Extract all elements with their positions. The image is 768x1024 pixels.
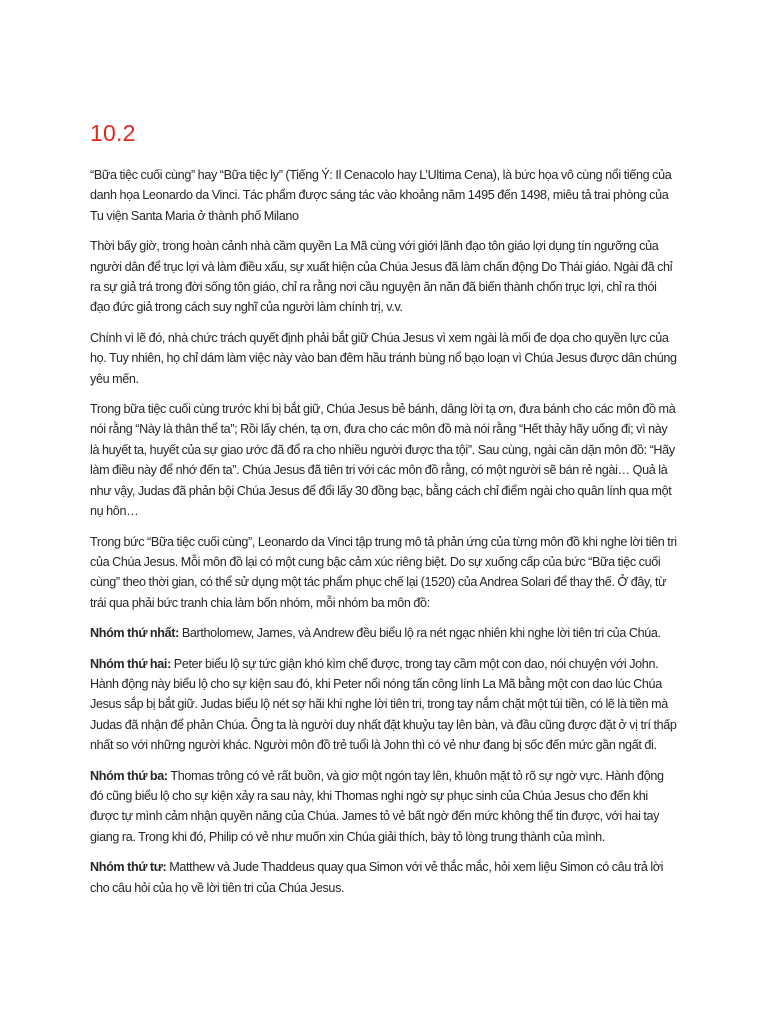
paragraph-painting-description: Trong bức “Bữa tiệc cuối cùng”, Leonardo da Vinci tập trung mô tả phản ứng của từng môn đồ khi nghe lời tiên tri của Chúa Jesus. Mỗi môn đồ lại có một cung bậc cảm xúc riêng biệt. Do sự xuống cấp của bức “Bữa tiệc cuối cùng” theo thời gian, có thể sử dụng một tác phẩm phục chế lại (1520) của Andrea Solari để thay thế. Ở đây, từ trái qua phải bức tranh chia làm bốn nhóm, mỗi nhóm ba môn đồ:: [90, 534, 677, 610]
group-4-text: Matthew và Jude Thaddeus quay qua Simon với vẻ thắc mắc, hỏi xem liệu Simon có câu trả lời cho câu hỏi của họ về lời tiên tri của Chúa Jesus.: [90, 860, 664, 895]
section-heading: 10.2: [90, 120, 136, 146]
document-page: [90, 120, 678, 908]
paragraph-arrest-decision: Chính vì lẽ đó, nhà chức trách quyết định phải bắt giữ Chúa Jesus vì xem ngài là mối đe dọa cho quyền lực của họ. Tuy nhiên, họ chỉ dám làm việc này vào ban đêm hầu tránh bùng nổ bạo loạn vì Chúa Jesus được dân chúng yêu mến.: [90, 330, 677, 386]
group-1-label: Nhóm thứ nhất:: [90, 626, 179, 641]
paragraph-last-supper: Trong bữa tiệc cuối cùng trước khi bị bắt giữ, Chúa Jesus bẻ bánh, dâng lời tạ ơn, đưa bánh cho các môn đồ mà nói rằng “Này là thân thể ta”; Rồi lấy chén, tạ ơn, đưa cho các môn đồ mà nói rằng “Hết thảy hãy uống đi; vì này là huyết ta, huyết của sự giao ước đã đổ ra cho nhiều người được tha tội”. Sau cùng, ngài căn dặn môn đồ: “Hãy làm điều này để nhớ đến ta”. Chúa Jesus đã tiên tri với các môn đồ rằng, có một người sẽ bán rẻ ngài… Quả là như vậy, Judas đã phản bội Chúa Jesus để đổi lấy 30 đồng bạc, bằng cách chỉ điểm ngài cho quân lính qua một nụ hôn…: [90, 402, 676, 519]
paragraph-intro: “Bữa tiệc cuối cùng” hay “Bữa tiệc ly” (Tiếng Ý: Il Cenacolo hay L’Ultima Cena), là bức họa vô cùng nổi tiếng của danh họa Leonardo da Vinci. Tác phẩm được sáng tác vào khoảng năm 1495 đến 1498, miêu tả trai phòng của Tu viện Santa Maria ở thành phố Milano: [90, 168, 672, 223]
group-1-text: Bartholomew, James, và Andrew đều biểu lộ ra nét ngạc nhiên khi nghe lời tiên tri của Chúa.: [178, 626, 661, 641]
paragraph-context: Thời bấy giờ, trong hoàn cảnh nhà cầm quyền La Mã cùng với giới lãnh đạo tôn giáo lợi dụng tín ngưỡng của người dân để trục lợi và làm điều xấu, sự xuất hiện của Chúa Jesus đã làm chấn động Do Thái giáo. Ngài đã chỉ ra sự giả trá trong đời sống tôn giáo, chỉ ra rằng nơi cầu nguyện ăn năn đã biến thành chốn trục lợi, chỉ ra thói đạo đức giả trong cách suy nghĩ của người làm chính trị, v.v.: [90, 239, 673, 315]
group-2-text: Peter biểu lộ sự tức giận khó kìm chế được, trong tay cầm một con dao, nói chuyện với John. Hành động này biểu lộ cho sự kiện sau đó, khi Peter nổi nóng tấn công lính La Mã bằng một con dao lúc Chúa Jesus sắp bị bắt giữ. Judas biểu lộ nét sợ hãi khi nghe lời tiên tri, trong tay nắm chặt một túi tiền, có lẽ là tiền mà Judas đã nhận để phản Chúa. Ông ta là người duy nhất đặt khuỷu tay lên bàn, và đầu cũng được đặt ở vị trí thấp nhất so với những người khác. Người môn đồ trẻ tuổi là John thì có vẻ như đang bị sốc đến mức gần ngất đi.: [90, 656, 677, 753]
paragraph-group-2: [90, 654, 678, 756]
group-3-label: Nhóm thứ ba:: [90, 768, 168, 783]
paragraph-group-1: [90, 623, 678, 643]
group-4-label: Nhóm thứ tư:: [90, 860, 167, 875]
group-2-label: Nhóm thứ hai:: [90, 656, 171, 671]
group-3-text: Thomas trông có vẻ rất buồn, và giơ một ngón tay lên, khuôn mặt tỏ rõ sự ngờ vực. Hành động đó cũng biểu lộ cho sự kiện xảy ra sau này, khi Thomas nghi ngờ sự phục sinh của Chúa Jesus cho đến khi được tự mình cảm nhận quyền năng của Chúa. James tỏ vẻ bất ngờ đến mức không thể tin được, với hai tay giang ra. Trong khi đó, Philip có vẻ như muốn xin Chúa giải thích, bày tỏ lòng trung thành của mình.: [90, 768, 664, 844]
paragraph-group-3: [90, 766, 678, 848]
paragraph-group-4: [90, 857, 678, 898]
